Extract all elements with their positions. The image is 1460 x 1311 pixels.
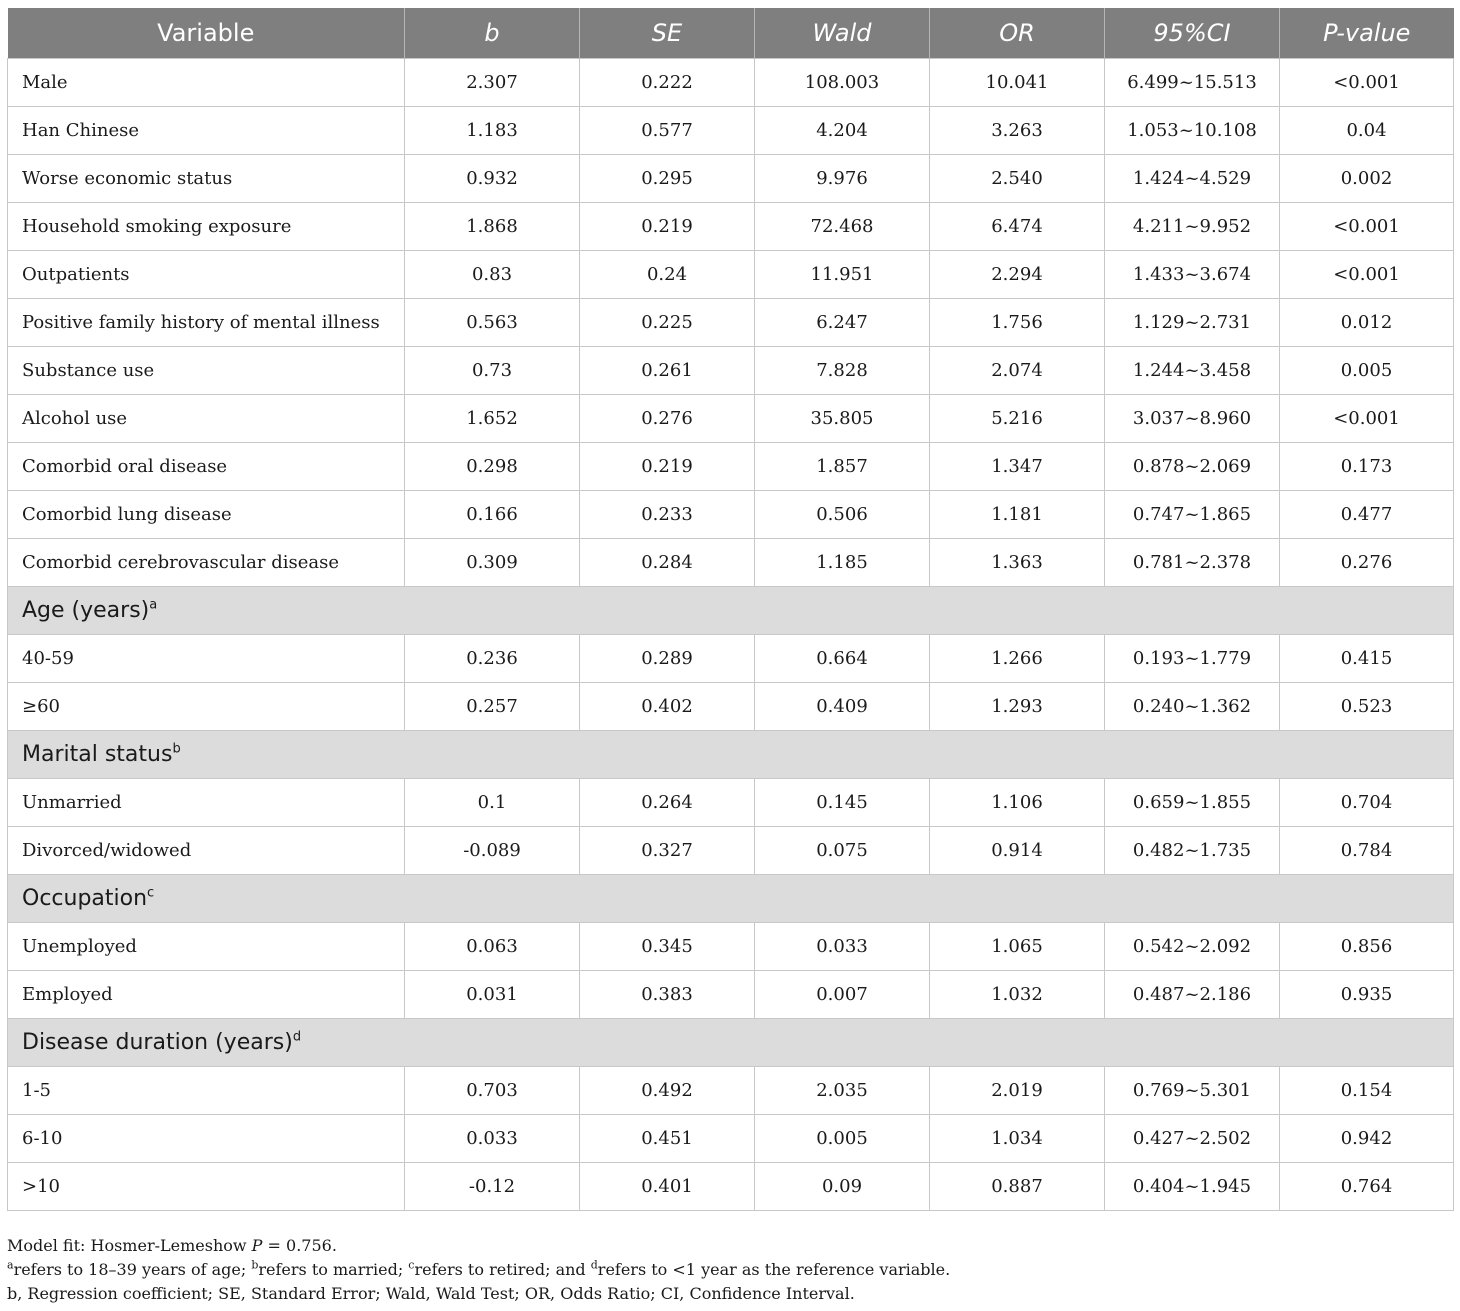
cell-p-value: 0.856	[1280, 923, 1454, 971]
cell-or: 0.887	[930, 1163, 1105, 1211]
cell-se: 0.401	[580, 1163, 755, 1211]
cell-variable: Outpatients	[8, 251, 405, 299]
cell-ci: 0.193~1.779	[1105, 635, 1280, 683]
cell-ci: 0.878~2.069	[1105, 443, 1280, 491]
cell-or: 1.032	[930, 971, 1105, 1019]
ref-text-a: refers to 18–39 years of age;	[13, 1260, 252, 1279]
cell-p-value: <0.001	[1280, 251, 1454, 299]
reference-note	[7, 1258, 1453, 1282]
cell-se: 0.577	[580, 107, 755, 155]
cell-p-value: 0.005	[1280, 347, 1454, 395]
table-footnotes	[7, 1234, 1453, 1306]
cell-wald: 0.409	[755, 683, 930, 731]
cell-or: 1.363	[930, 539, 1105, 587]
cell-variable: Substance use	[8, 347, 405, 395]
cell-p-value: 0.704	[1280, 779, 1454, 827]
cell-or: 10.041	[930, 59, 1105, 107]
cell-b: 0.236	[405, 635, 580, 683]
cell-se: 0.222	[580, 59, 755, 107]
cell-wald: 11.951	[755, 251, 930, 299]
cell-variable: Worse economic status	[8, 155, 405, 203]
cell-wald: 2.035	[755, 1067, 930, 1115]
group-label-sup: a	[149, 597, 158, 613]
group-label	[8, 731, 1454, 779]
cell-b: 0.83	[405, 251, 580, 299]
cell-b: 0.031	[405, 971, 580, 1019]
cell-b: 0.73	[405, 347, 580, 395]
group-label	[8, 587, 1454, 635]
table-row	[8, 443, 1454, 491]
cell-se: 0.402	[580, 683, 755, 731]
cell-ci: 0.482~1.735	[1105, 827, 1280, 875]
ref-text-d: refers to <1 year as the reference variable.	[597, 1260, 951, 1279]
cell-wald: 108.003	[755, 59, 930, 107]
cell-wald: 6.247	[755, 299, 930, 347]
table-row	[8, 203, 1454, 251]
regression-table-container	[7, 8, 1453, 1211]
cell-or: 0.914	[930, 827, 1105, 875]
cell-se: 0.225	[580, 299, 755, 347]
cell-b: 1.183	[405, 107, 580, 155]
header-se: SE	[580, 8, 755, 59]
table-row	[8, 779, 1454, 827]
cell-or: 2.294	[930, 251, 1105, 299]
cell-se: 0.383	[580, 971, 755, 1019]
table-row	[8, 251, 1454, 299]
cell-ci: 1.244~3.458	[1105, 347, 1280, 395]
cell-wald: 0.005	[755, 1115, 930, 1163]
cell-b: 0.033	[405, 1115, 580, 1163]
group-label-text: Disease duration (years)	[22, 1030, 293, 1055]
group-label-sup: d	[292, 1029, 302, 1045]
cell-wald: 0.506	[755, 491, 930, 539]
cell-ci: 0.240~1.362	[1105, 683, 1280, 731]
cell-or: 1.181	[930, 491, 1105, 539]
cell-wald: 0.075	[755, 827, 930, 875]
group-label-text: Age (years)	[22, 598, 150, 623]
cell-se: 0.24	[580, 251, 755, 299]
table-row	[8, 347, 1454, 395]
cell-wald: 0.145	[755, 779, 930, 827]
cell-or: 2.019	[930, 1067, 1105, 1115]
cell-wald: 0.007	[755, 971, 930, 1019]
cell-or: 1.293	[930, 683, 1105, 731]
cell-p-value: <0.001	[1280, 203, 1454, 251]
cell-wald: 7.828	[755, 347, 930, 395]
table-row	[8, 1163, 1454, 1211]
cell-wald: 0.033	[755, 923, 930, 971]
cell-or: 1.347	[930, 443, 1105, 491]
cell-or: 1.065	[930, 923, 1105, 971]
cell-se: 0.451	[580, 1115, 755, 1163]
cell-ci: 0.747~1.865	[1105, 491, 1280, 539]
cell-ci: 3.037~8.960	[1105, 395, 1280, 443]
header-wald: Wald	[755, 8, 930, 59]
cell-ci: 0.404~1.945	[1105, 1163, 1280, 1211]
header-or: OR	[930, 8, 1105, 59]
cell-p-value: 0.523	[1280, 683, 1454, 731]
cell-p-value: 0.477	[1280, 491, 1454, 539]
cell-or: 2.074	[930, 347, 1105, 395]
cell-b: 1.652	[405, 395, 580, 443]
cell-or: 1.266	[930, 635, 1105, 683]
cell-ci: 6.499~15.513	[1105, 59, 1280, 107]
group-label-text: Marital status	[22, 742, 173, 767]
table-body	[8, 59, 1454, 1211]
cell-variable: Employed	[8, 971, 405, 1019]
cell-variable: 1-5	[8, 1067, 405, 1115]
cell-se: 0.276	[580, 395, 755, 443]
group-header-row	[8, 1019, 1454, 1067]
ref-text-c: refers to retired; and	[414, 1260, 591, 1279]
cell-variable: Alcohol use	[8, 395, 405, 443]
cell-or: 3.263	[930, 107, 1105, 155]
cell-variable: Male	[8, 59, 405, 107]
abbreviations-note: b, Regression coefficient; SE, Standard Error; Wald, Wald Test; OR, Odds Ratio; CI, Confidence Interval.	[7, 1284, 855, 1303]
cell-b: 0.932	[405, 155, 580, 203]
ref-sup-c: c	[408, 1258, 415, 1272]
cell-p-value: 0.002	[1280, 155, 1454, 203]
cell-se: 0.345	[580, 923, 755, 971]
header-ci: 95%CI	[1105, 8, 1280, 59]
table-row	[8, 635, 1454, 683]
cell-b: -0.089	[405, 827, 580, 875]
cell-se: 0.492	[580, 1067, 755, 1115]
cell-variable: Household smoking exposure	[8, 203, 405, 251]
cell-p-value: 0.154	[1280, 1067, 1454, 1115]
header-p-value: P-value	[1280, 8, 1454, 59]
table-row	[8, 827, 1454, 875]
header-b: b	[405, 8, 580, 59]
cell-ci: 0.659~1.855	[1105, 779, 1280, 827]
cell-b: 0.298	[405, 443, 580, 491]
cell-variable: 40-59	[8, 635, 405, 683]
cell-wald: 4.204	[755, 107, 930, 155]
cell-or: 1.106	[930, 779, 1105, 827]
cell-or: 6.474	[930, 203, 1105, 251]
cell-variable: ≥60	[8, 683, 405, 731]
cell-wald: 35.805	[755, 395, 930, 443]
cell-b: -0.12	[405, 1163, 580, 1211]
ref-sup-a: a	[7, 1258, 14, 1272]
cell-variable: Han Chinese	[8, 107, 405, 155]
model-fit-value: = 0.756.	[262, 1236, 337, 1255]
model-fit-note	[7, 1234, 1453, 1258]
cell-p-value: 0.935	[1280, 971, 1454, 1019]
table-header-row	[8, 8, 1454, 59]
group-header-row	[8, 587, 1454, 635]
cell-or: 1.756	[930, 299, 1105, 347]
group-label	[8, 1019, 1454, 1067]
table-row	[8, 59, 1454, 107]
cell-p-value: 0.276	[1280, 539, 1454, 587]
cell-or: 5.216	[930, 395, 1105, 443]
cell-ci: 4.211~9.952	[1105, 203, 1280, 251]
table-row	[8, 923, 1454, 971]
group-label-sup: c	[147, 885, 155, 901]
cell-se: 0.327	[580, 827, 755, 875]
table-row	[8, 971, 1454, 1019]
ref-sup-d: d	[590, 1258, 598, 1272]
cell-p-value: <0.001	[1280, 59, 1454, 107]
cell-variable: Divorced/widowed	[8, 827, 405, 875]
group-label-sup: b	[172, 741, 181, 757]
cell-b: 0.166	[405, 491, 580, 539]
header-variable: Variable	[8, 8, 405, 59]
cell-ci: 0.487~2.186	[1105, 971, 1280, 1019]
cell-se: 0.295	[580, 155, 755, 203]
cell-ci: 0.769~5.301	[1105, 1067, 1280, 1115]
cell-p-value: 0.415	[1280, 635, 1454, 683]
cell-b: 0.063	[405, 923, 580, 971]
cell-variable: 6-10	[8, 1115, 405, 1163]
cell-or: 2.540	[930, 155, 1105, 203]
cell-p-value: 0.784	[1280, 827, 1454, 875]
table-row	[8, 491, 1454, 539]
cell-se: 0.219	[580, 203, 755, 251]
cell-variable: Comorbid oral disease	[8, 443, 405, 491]
cell-se: 0.233	[580, 491, 755, 539]
ref-text-b: refers to married;	[258, 1260, 409, 1279]
cell-ci: 1.053~10.108	[1105, 107, 1280, 155]
cell-wald: 1.185	[755, 539, 930, 587]
regression-table	[7, 8, 1454, 1211]
cell-se: 0.289	[580, 635, 755, 683]
cell-ci: 0.542~2.092	[1105, 923, 1280, 971]
cell-b: 0.257	[405, 683, 580, 731]
cell-variable: >10	[8, 1163, 405, 1211]
table-row	[8, 155, 1454, 203]
cell-variable: Unmarried	[8, 779, 405, 827]
group-label-text: Occupation	[22, 886, 148, 911]
cell-b: 0.1	[405, 779, 580, 827]
table-row	[8, 1115, 1454, 1163]
cell-variable: Unemployed	[8, 923, 405, 971]
cell-wald: 0.664	[755, 635, 930, 683]
cell-b: 0.563	[405, 299, 580, 347]
cell-b: 1.868	[405, 203, 580, 251]
cell-variable: Comorbid lung disease	[8, 491, 405, 539]
cell-ci: 1.424~4.529	[1105, 155, 1280, 203]
ref-sup-b: b	[251, 1258, 259, 1272]
cell-p-value: <0.001	[1280, 395, 1454, 443]
cell-or: 1.034	[930, 1115, 1105, 1163]
cell-ci: 0.427~2.502	[1105, 1115, 1280, 1163]
cell-wald: 72.468	[755, 203, 930, 251]
cell-variable: Positive family history of mental illness	[8, 299, 405, 347]
table-row	[8, 683, 1454, 731]
cell-variable: Comorbid cerebrovascular disease	[8, 539, 405, 587]
cell-wald: 1.857	[755, 443, 930, 491]
cell-p-value: 0.012	[1280, 299, 1454, 347]
model-fit-prefix: Model fit: Hosmer-Lemeshow	[7, 1236, 252, 1255]
cell-se: 0.261	[580, 347, 755, 395]
cell-p-value: 0.764	[1280, 1163, 1454, 1211]
cell-wald: 0.09	[755, 1163, 930, 1211]
group-header-row	[8, 731, 1454, 779]
cell-b: 2.307	[405, 59, 580, 107]
group-label	[8, 875, 1454, 923]
table-row	[8, 395, 1454, 443]
model-fit-p: P	[251, 1236, 263, 1255]
cell-se: 0.264	[580, 779, 755, 827]
cell-ci: 1.433~3.674	[1105, 251, 1280, 299]
cell-se: 0.219	[580, 443, 755, 491]
cell-b: 0.309	[405, 539, 580, 587]
cell-p-value: 0.173	[1280, 443, 1454, 491]
table-row	[8, 1067, 1454, 1115]
cell-p-value: 0.942	[1280, 1115, 1454, 1163]
cell-ci: 1.129~2.731	[1105, 299, 1280, 347]
table-row	[8, 107, 1454, 155]
table-row	[8, 299, 1454, 347]
group-header-row	[8, 875, 1454, 923]
cell-wald: 9.976	[755, 155, 930, 203]
table-row	[8, 539, 1454, 587]
cell-ci: 0.781~2.378	[1105, 539, 1280, 587]
cell-se: 0.284	[580, 539, 755, 587]
cell-b: 0.703	[405, 1067, 580, 1115]
cell-p-value: 0.04	[1280, 107, 1454, 155]
